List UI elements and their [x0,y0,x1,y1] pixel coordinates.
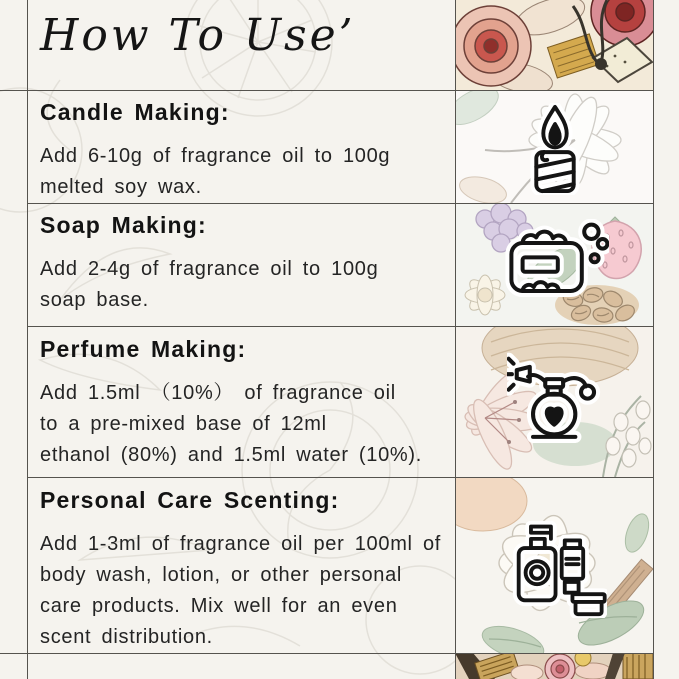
section-divider-1 [27,203,653,204]
perfume-making-line: Add 1.5ml （10%） of fragrance oil [40,382,396,404]
candle-making-heading: Candle Making: [40,99,230,125]
title-divider-rule [0,90,653,91]
personal-care-heading: Personal Care Scenting: [40,487,340,513]
toiletries-icon [511,512,607,618]
section-perfume-making [40,336,452,471]
strip-left-rule [455,0,456,679]
page-title: How To Use’ [40,10,356,61]
perfume-making-heading: Perfume Making: [40,336,247,362]
perfume-making-line: ethanol (80%) and 1.5ml water (10%). [40,444,423,466]
art-roses-and-gift-tag [455,0,653,90]
perfume-making-line: to a pre-mixed base of 12ml [40,413,327,435]
section-personal-care-scenting [40,487,452,653]
art-rose-and-gold-frame [455,653,653,679]
section-divider-2 [27,326,653,327]
personal-care-line: Add 1-3ml of fragrance oil per 100ml of [40,533,442,555]
section-divider-3 [27,477,653,478]
section-candle-making [40,99,452,203]
perfume-atomizer-icon [507,348,603,446]
candle-icon [515,103,595,195]
personal-care-line: care products. Mix well for an even [40,595,398,617]
soap-bar-icon [505,219,609,299]
left-border-rule [27,0,28,679]
soap-making-heading: Soap Making: [40,212,207,238]
section-divider-4 [0,653,653,654]
personal-care-line: scent distribution. [40,626,213,648]
personal-care-line: body wash, lotion, or other personal [40,564,403,586]
floral-art-strip [455,0,653,679]
soap-making-line: soap base. [40,289,149,311]
soap-making-line: Add 2-4g of fragrance oil to 100g [40,258,379,280]
strip-right-rule [653,0,654,679]
candle-making-line: Add 6-10g of fragrance oil to 100g [40,145,391,167]
section-soap-making [40,212,452,316]
candle-making-line: melted soy wax. [40,176,202,198]
